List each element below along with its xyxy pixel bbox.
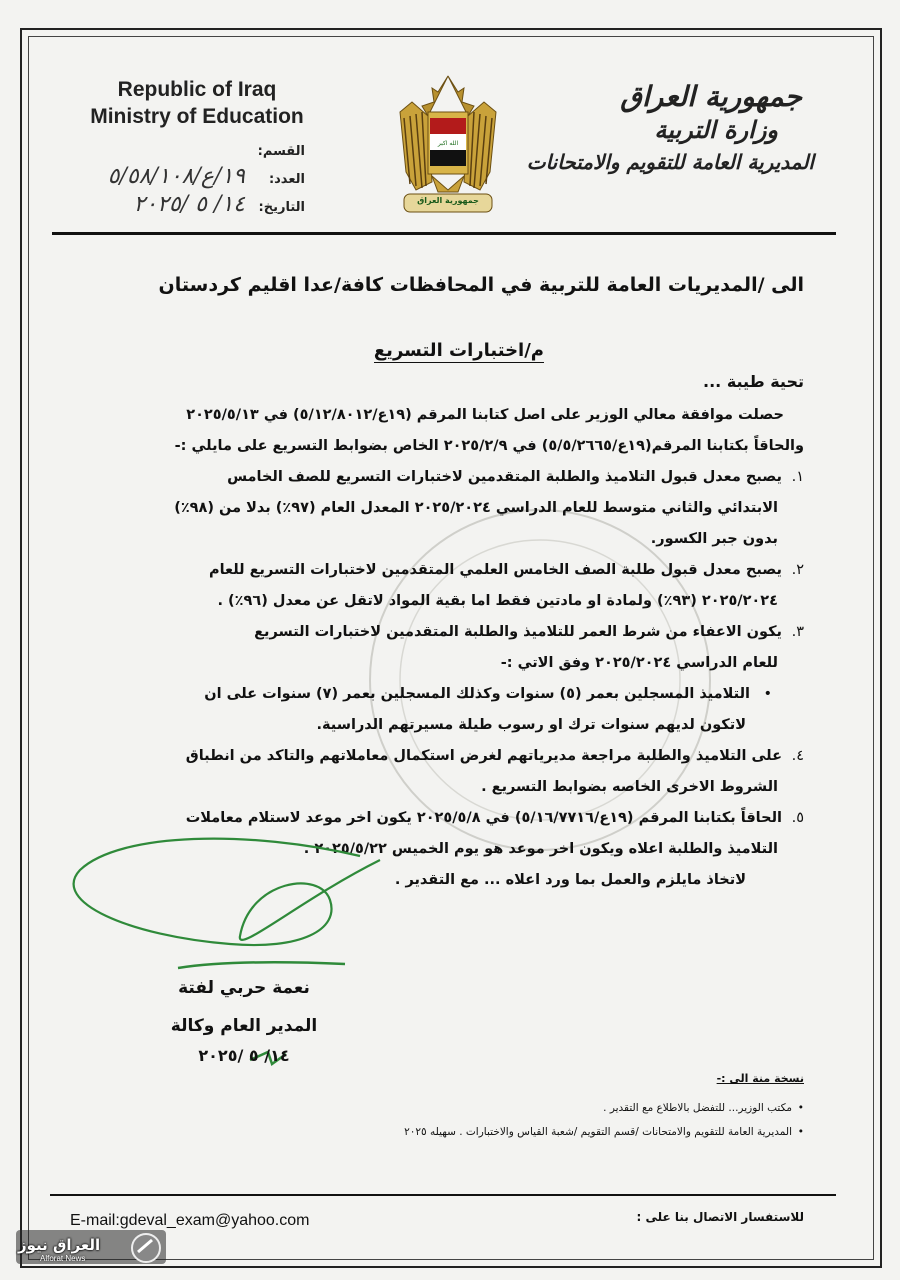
copies-item: •المديرية العامة للتقويم والامتحانات /قسم التقويم /شعبة القياس والاختبارات . سهيله ٢٠٢٥ (404, 1126, 804, 1138)
body-line (92, 679, 804, 710)
meta-label: التاريخ: (258, 200, 305, 215)
meta-row-date (80, 192, 305, 226)
letter-meta (80, 142, 305, 226)
body-line (92, 865, 804, 896)
svg-text:الله اكبر: الله اكبر (437, 140, 459, 147)
header-en-ministry: Ministry of Education (90, 105, 304, 128)
body-text: الحاقاً بكتابنا المرقم (١٩ع/٥/١٦/٧٧١٦) في ٢٠٢٥/٥/٨ يكون اخر موعد لاستلام معاملات (185, 810, 782, 826)
item-number: ٥. (791, 810, 804, 826)
body-line (92, 710, 804, 741)
body-text: حصلت موافقة معالي الوزير على اصل كتابنا المرقم (١٩ع/٥/١٢/٨٠١٢) في ٢٠٢٥/٥/١٣ (186, 407, 784, 423)
subject-line: م/اختبارات التسريع (373, 340, 544, 361)
body-line (92, 772, 804, 803)
body-line (92, 493, 804, 524)
footer-rule (50, 1194, 836, 1196)
copies-item-text: مكتب الوزير... للتفضل بالاطلاع مع التقدير . (603, 1102, 792, 1114)
copies-section (84, 1072, 804, 1147)
body-text: للعام الدراسي ٢٠٢٥/٢٠٢٤ وفق الاتي :- (500, 655, 778, 671)
watermark-sub: Alforat News (40, 1254, 86, 1263)
item-number: ٣. (791, 624, 804, 640)
body-line (92, 617, 804, 648)
letter-body (92, 400, 804, 896)
header-rule (52, 232, 836, 235)
body-line (92, 834, 804, 865)
body-text: الشروط الاخرى الخاصه بضوابط التسريع . (481, 779, 778, 795)
meta-value: ١٩/ع/٥/٥٨/١٠٨ (107, 164, 245, 189)
body-line (92, 555, 804, 586)
body-text: ٢٠٢٥/٢٠٢٤ (٩٣٪) ولمادة او مادتين فقط اما بقية المواد لاتقل عن معدل (٩٦٪) . (217, 593, 778, 609)
body-text: بدون جبر الكسور. (650, 531, 778, 547)
body-line (92, 741, 804, 772)
greeting: تحية طيبة ... (703, 372, 804, 391)
copies-title: نسخة منة الى :- (716, 1072, 804, 1085)
body-line (92, 648, 804, 679)
meta-label: القسم: (257, 144, 305, 159)
header-en-country: Republic of Iraq (117, 78, 277, 101)
body-text: التلاميذ المسجلين بعمر (٥) سنوات وكذلك المسجلين بعمر (٧) سنوات على ان (204, 686, 750, 702)
body-text: التلاميذ والطلبة اعلاه ويكون اخر موعد هو يوم الخميس ٢٠٢٥/٥/٢٢ . (303, 841, 778, 857)
body-line (92, 803, 804, 834)
header-english (62, 76, 332, 130)
copies-item: •مكتب الوزير... للتفضل بالاطلاع مع التقدير . (603, 1102, 804, 1114)
body-text: والحاقاً بكتابنا المرقم(١٩ع/٥/٥/٢٦٦٥) في ٢٠٢٥/٢/٩ الخاص بضوابط التسريع على مايلي :- (174, 438, 804, 454)
item-number: ٢. (791, 562, 804, 578)
addressee: الى /المديريات العامة للتربية في المحافظات كافة/عدا اقليم كردستان (158, 274, 804, 296)
body-text: يصبح معدل قبول التلاميذ والطلبة المتقدمين لاختبارات التسريع للصف الخامس (227, 469, 782, 485)
item-number: • (763, 686, 772, 702)
signatory-title: المدير العام وكالة (170, 1016, 318, 1036)
body-line (92, 524, 804, 555)
copies-item-text: المديرية العامة للتقويم والامتحانات /قسم التقويم /شعبة القياس والاختبارات . سهيله ٢٠٢٥ (404, 1126, 792, 1138)
body-text: يكون الاعفاء من شرط العمر للتلاميذ والطلبة المتقدمين لاختبارات التسريع (254, 624, 782, 640)
footer-email: E-mail:gdeval_exam@yahoo.com (70, 1212, 310, 1229)
header-ar-country: جمهورية العراق (620, 80, 802, 113)
body-line (92, 431, 804, 462)
signature-date: ١٤/ ٥ /٢٠٢٥ (198, 1046, 290, 1065)
body-line (92, 586, 804, 617)
header-arabic (514, 80, 814, 178)
emblem-caption: جمهورية العراق (417, 196, 479, 205)
body-line (92, 462, 804, 493)
body-text: لاتخاذ مايلزم والعمل بما ورد اعلاه ... مع التقدير . (394, 872, 746, 888)
item-number: ٤. (791, 748, 804, 764)
body-text: يصبح معدل قبول طلبة الصف الخامس العلمي المتقدمين لاختبارات التسريع للعام (208, 562, 782, 578)
signatory-name: نعمة حربي لفتة (178, 978, 310, 998)
body-line (92, 400, 804, 431)
meta-label: العدد: (268, 172, 305, 187)
footer-contact: للاستفسار الاتصال بنا على : (636, 1210, 804, 1224)
header-ar-ministry: وزارة التربية (654, 115, 778, 144)
item-number: ١. (791, 469, 804, 485)
body-text: الابتدائي والثاني متوسط للعام الدراسي ٢٠٢٥/٢٠٢٤ المعدل العام (٩٧٪) بدلا من (٩٨٪) (174, 500, 778, 516)
body-text: على التلاميذ والطلبة مراجعة مديرياتهم لغرض استكمال معاملاتهم والتاكد من انطباق (185, 748, 782, 764)
meta-value: ١٤/ ٥ /٢٠٢٥ (133, 192, 245, 217)
body-text: لاتكون لديهم سنوات ترك او رسوب طيلة مسيرتهم الدراسية. (316, 717, 746, 733)
watermark-brand: العراق نيوز (18, 1236, 101, 1254)
header-ar-directorate: المديرية العامة للتقويم والامتحانات (526, 150, 814, 174)
